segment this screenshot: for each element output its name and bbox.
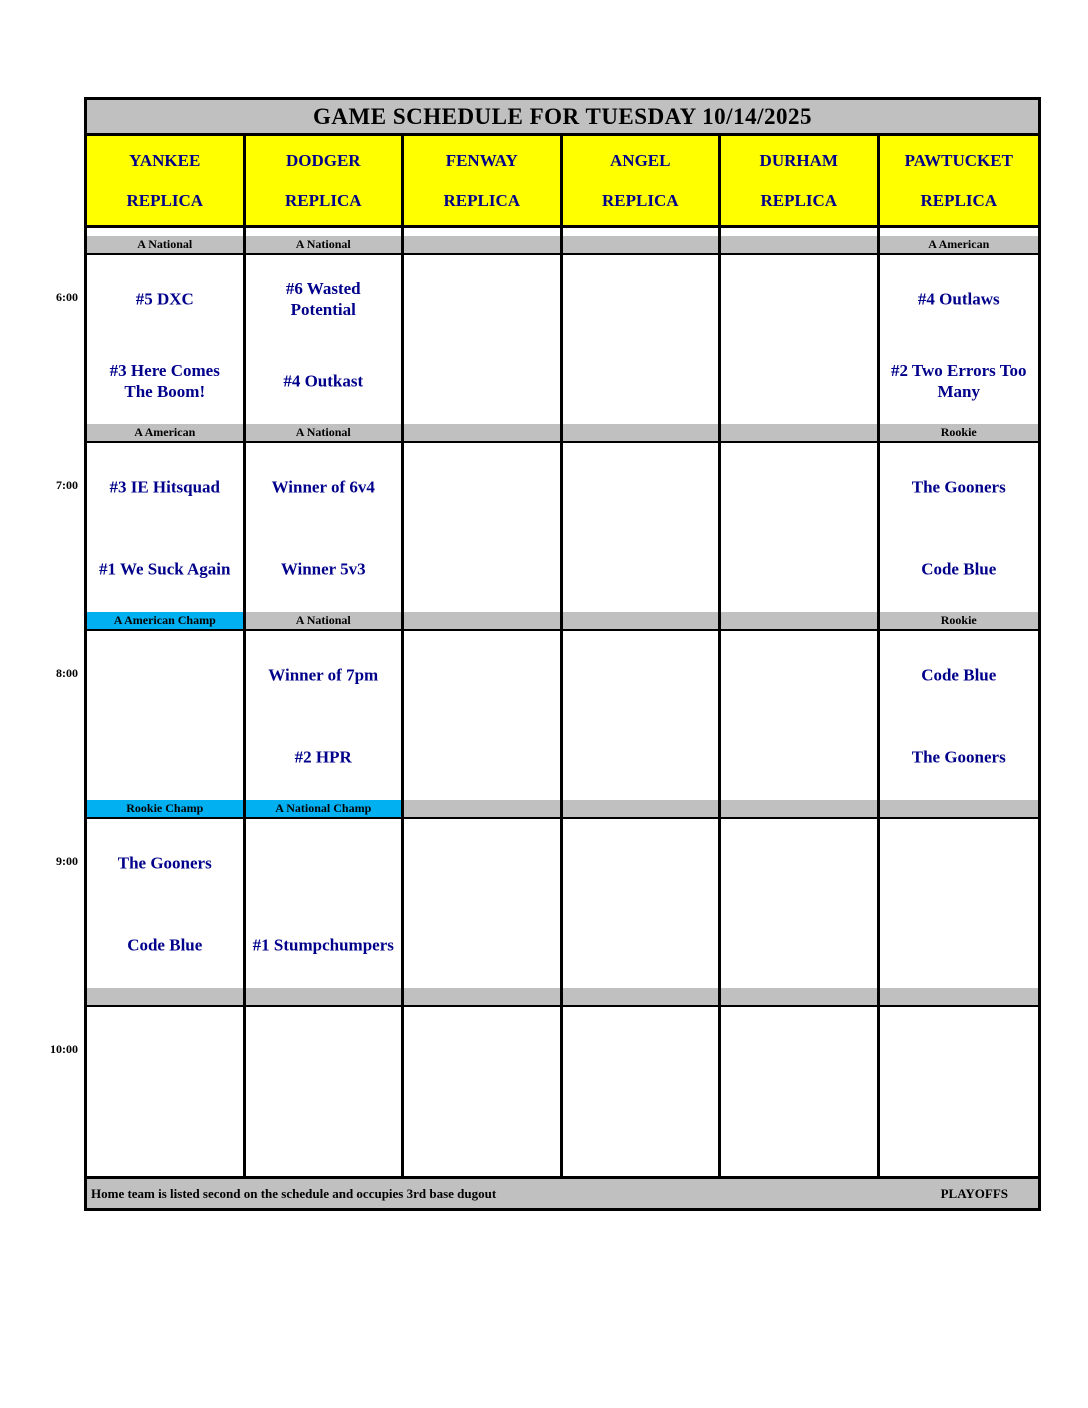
game-cell: [721, 255, 880, 424]
league-band-row: [87, 988, 1038, 1007]
field-name: ANGEL: [610, 150, 671, 170]
field-suffix: REPLICA: [760, 190, 837, 210]
game-cell: [563, 631, 722, 800]
spacer-cell: [87, 228, 246, 236]
away-team: The Gooners: [117, 853, 212, 873]
home-team: #1 Stumpchumpers: [252, 935, 394, 955]
league-band: [246, 988, 405, 1007]
field-name: DODGER: [285, 150, 361, 170]
field-suffix: REPLICA: [284, 190, 362, 210]
game-cell: [880, 631, 1039, 800]
spacer-cell: [404, 228, 563, 236]
home-team: #4 Outkast: [283, 371, 364, 391]
spacer-cell: [880, 228, 1039, 236]
league-band: [563, 988, 722, 1007]
game-cell: [880, 1007, 1039, 1176]
game-row: [87, 631, 1038, 800]
home-team: #3 Here Comes The Boom!: [109, 361, 220, 401]
field-name: YANKEE: [129, 150, 201, 170]
away-team: #6 Wasted Potential: [285, 279, 361, 319]
footer-row: [87, 1176, 1038, 1208]
away-team: Code Blue: [921, 665, 997, 685]
time-label: 10:00: [50, 1042, 78, 1056]
league-band: [563, 424, 722, 443]
game-cell: [563, 819, 722, 988]
league-band-row: [87, 236, 1038, 255]
league-band: [404, 236, 563, 255]
spacer-cell: [721, 228, 880, 236]
spacer-row: [87, 228, 1038, 236]
game-cell: [246, 443, 405, 612]
league-band: [563, 612, 722, 631]
game-cell: [246, 255, 405, 424]
league-band: A American: [87, 424, 246, 443]
league-band: [87, 988, 246, 1007]
game-cell: [87, 1007, 246, 1176]
league-band: Rookie Champ: [87, 800, 246, 819]
league-band: A National: [246, 424, 405, 443]
field-suffix: REPLICA: [920, 190, 997, 210]
column-header-pawtucket: [880, 136, 1039, 228]
away-team: Winner of 6v4: [271, 477, 375, 497]
game-cell: [404, 631, 563, 800]
league-band: [721, 424, 880, 443]
league-band: [880, 800, 1039, 819]
away-team: #4 Outlaws: [917, 289, 1000, 309]
league-band: A National: [87, 236, 246, 255]
spacer-cell: [563, 228, 722, 236]
column-header-dodger: [246, 136, 405, 228]
home-team: #2 Two Errors Too Many: [890, 361, 1027, 401]
league-band-row: [87, 424, 1038, 443]
column-header-yankee: [87, 136, 246, 228]
league-band: [404, 612, 563, 631]
league-band: [404, 988, 563, 1007]
league-band: A American: [880, 236, 1039, 255]
league-band: [721, 612, 880, 631]
game-cell: [87, 255, 246, 424]
away-team: #3 IE Hitsquad: [109, 477, 221, 497]
game-cell: [404, 443, 563, 612]
league-band: [404, 800, 563, 819]
time-label: 7:00: [56, 478, 78, 492]
game-cell: [563, 1007, 722, 1176]
column-header-fenway: [404, 136, 563, 228]
game-cell: [246, 819, 405, 988]
league-band-row: [87, 800, 1038, 819]
league-band: A National: [246, 612, 405, 631]
home-team: #2 HPR: [294, 747, 352, 767]
game-cell: [563, 443, 722, 612]
league-band-row: [87, 612, 1038, 631]
home-team: Code Blue: [127, 935, 203, 955]
game-cell: [880, 443, 1039, 612]
home-team: Code Blue: [921, 559, 997, 579]
column-header-durham: [721, 136, 880, 228]
game-cell: [563, 255, 722, 424]
game-row: [87, 819, 1038, 988]
schedule-body: [87, 236, 1038, 1176]
home-team: The Gooners: [911, 747, 1006, 767]
game-cell: [246, 631, 405, 800]
league-band: A American Champ: [87, 612, 246, 631]
league-band: [563, 236, 722, 255]
time-label: 8:00: [56, 666, 78, 680]
game-cell: [246, 1007, 405, 1176]
header-row: [87, 136, 1038, 228]
away-team: Winner of 7pm: [268, 665, 379, 685]
playoffs-label: PLAYOFFS: [940, 1185, 1008, 1201]
league-band: [404, 424, 563, 443]
game-cell: [721, 443, 880, 612]
league-band: [880, 988, 1039, 1007]
field-name: PAWTUCKET: [904, 150, 1013, 170]
game-row: [87, 443, 1038, 612]
game-cell: [721, 1007, 880, 1176]
league-band: [721, 988, 880, 1007]
league-band: [721, 800, 880, 819]
field-name: FENWAY: [445, 150, 518, 170]
schedule-title: GAME SCHEDULE FOR TUESDAY 10/14/2025: [87, 100, 1038, 136]
footer-note: Home team is listed second on the schedule and occupies 3rd base dugout: [91, 1185, 497, 1201]
field-suffix: REPLICA: [443, 190, 520, 210]
game-cell: [721, 631, 880, 800]
column-header-angel: [563, 136, 722, 228]
field-suffix: REPLICA: [126, 190, 203, 210]
schedule-table: [84, 97, 1041, 1211]
field-suffix: REPLICA: [601, 190, 679, 210]
game-row: [87, 255, 1038, 424]
game-cell: [87, 631, 246, 800]
league-band: Rookie: [880, 424, 1039, 443]
game-cell: [404, 255, 563, 424]
spacer-cell: [246, 228, 405, 236]
field-name: DURHAM: [759, 150, 838, 170]
game-cell: [87, 443, 246, 612]
home-team: Winner 5v3: [280, 559, 366, 579]
league-band: Rookie: [880, 612, 1039, 631]
home-team: #1 We Suck Again: [99, 559, 231, 579]
time-label: 9:00: [56, 854, 78, 868]
game-cell: [404, 819, 563, 988]
time-label: 6:00: [56, 290, 78, 304]
league-band: A National: [246, 236, 405, 255]
game-cell: [880, 819, 1039, 988]
game-cell: [721, 819, 880, 988]
game-cell: [404, 1007, 563, 1176]
game-cell: [87, 819, 246, 988]
league-band: A National Champ: [246, 800, 405, 819]
game-cell: [880, 255, 1039, 424]
away-team: The Gooners: [911, 477, 1006, 497]
away-team: #5 DXC: [135, 289, 194, 309]
league-band: [563, 800, 722, 819]
game-row: [87, 1007, 1038, 1176]
league-band: [721, 236, 880, 255]
